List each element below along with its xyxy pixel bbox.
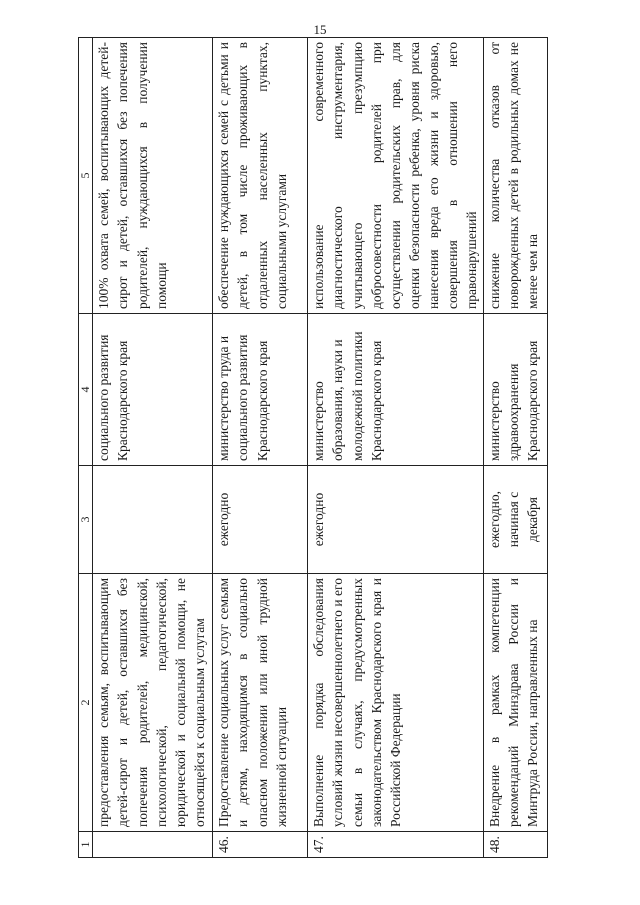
- executor-cell: министерство образования, науки и молодежной политики Краснодарского края: [308, 314, 483, 466]
- header-cell: 1: [79, 832, 93, 858]
- table-row: [213, 38, 308, 858]
- result-cell: использование современного диагностического инструментария, учитывающего презумпцию добросовестности родителей при осуществлении родительских прав, для оценки безопасности ребенка, уровня риска нанесения вреда его жизни и здоровью, совершения в отношении него правонарушений: [308, 38, 483, 314]
- header-cell: 3: [79, 466, 93, 574]
- measure-cell: предоставления семьям, воспитывающим детей-сирот и детей, оставшихся без попечения родителей, медицинской, психологической, педагогической, юридической и социальной помощи, не относящейся к социальным услугам: [93, 574, 213, 832]
- executor-cell: министерство труда и социального развития Краснодарского края: [213, 314, 308, 466]
- page-number: 15: [313, 22, 327, 37]
- term-cell: ежегодно, начиная с декабря: [483, 466, 547, 574]
- result-cell: 100% охвата семей, воспитывающих детей-сирот и детей, оставшихся без попечения родителей, нуждающихся в получении помощи: [93, 38, 213, 314]
- measure-cell: Выполнение порядка обследования условий жизни несовершеннолетнего и его семьи в случаях, предусмотренных законодательством Краснодарского края и Российской Федерации: [308, 574, 483, 832]
- term-cell: ежегодно: [308, 466, 483, 574]
- table-header-row: [79, 38, 93, 858]
- header-cell: 5: [79, 38, 93, 314]
- executor-cell: министерство здравоохранения Краснодарского края: [483, 314, 547, 466]
- result-cell: снижение количества отказов от новорожденных детей в родильных домах не менее чем на: [483, 38, 547, 314]
- row-number: [93, 832, 213, 858]
- measures-table: [78, 37, 548, 858]
- table-row: [308, 38, 483, 858]
- executor-cell: социального развития Краснодарского края: [93, 314, 213, 466]
- row-number: 47.: [308, 832, 483, 858]
- header-cell: 2: [79, 574, 93, 832]
- result-cell: обеспечение нуждающихся семей с детьми и детей, в том числе проживающих в отдаленных населенных пунктах, социальными услугами: [213, 38, 308, 314]
- term-cell: [93, 466, 213, 574]
- measure-cell: Предоставление социальных услуг семьям и детям, находящимся в социально опасном положении или иной трудной жизненной ситуации: [213, 574, 308, 832]
- measure-cell: Внедрение в рамках компетенции рекомендаций Минздрава России и Минтруда России, направленных на: [483, 574, 547, 832]
- rotated-table-container: [78, 38, 548, 858]
- row-number: 48.: [483, 832, 547, 858]
- table-row: [483, 38, 547, 858]
- table-row: [93, 38, 213, 858]
- term-cell: ежегодно: [213, 466, 308, 574]
- header-cell: 4: [79, 314, 93, 466]
- row-number: 46.: [213, 832, 308, 858]
